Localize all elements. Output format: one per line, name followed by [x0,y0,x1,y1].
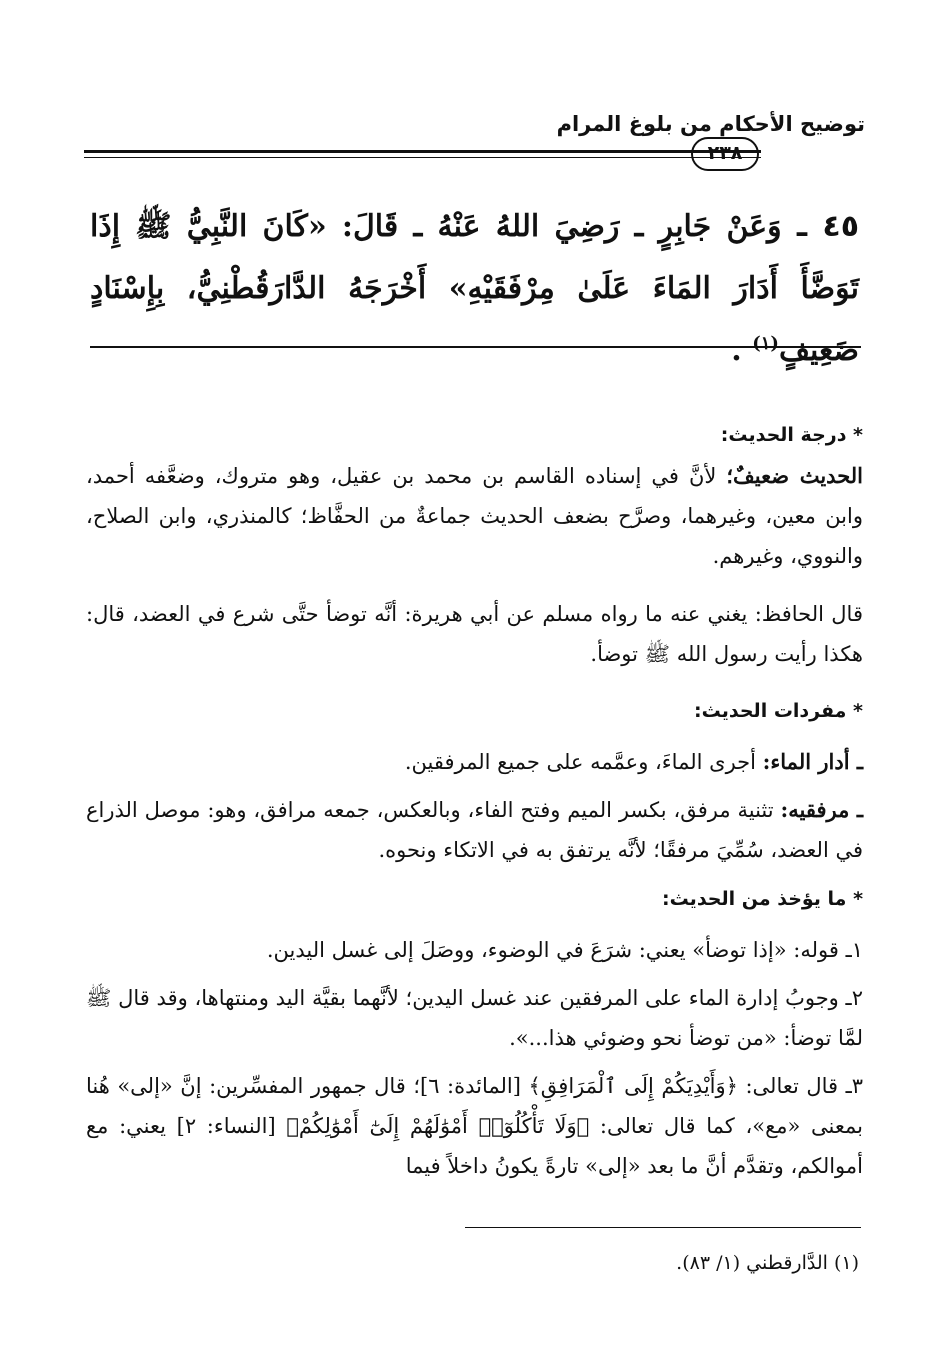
paragraph-lead: ـ أدار الماء: [762,749,863,774]
paragraph [86,930,863,970]
paragraph-lead: ـ مرفقيه: [780,797,863,822]
paragraph-text: أجرى الماءَ، وعمَّمه على جميع المرفقين. [404,750,763,774]
hadith-number: ٤٥ ـ [796,209,860,244]
hadith-divider [90,346,861,348]
paragraph [86,456,863,576]
hadith-end-mark: . [731,333,742,368]
header-rule [84,150,761,153]
footnote: (١) الدَّارقطني (١/ ٨٣). [676,1252,859,1274]
paragraph-text: لأنَّ في إسناده القاسم بن محمد بن عقيل، وهو متروك، وضعَّفه أحمد، وابن معين، وغيرهما، وصرَّح بضعف الحديث جماعةٌ من الحفَّاظ؛ كالمنذري، وابن الصلاح، والنووي، وغيرهم. [86,464,863,568]
hadith-main-text: وَعَنْ جَابِرٍ ـ رَضِيَ اللهُ عَنْهُ ـ قَالَ: «كَانَ النَّبِيُّ ﷺ إِذَا تَوَضَّأَ أَدَارَ المَاءَ عَلَىٰ مِرْفَقَيْهِ» أَخْرَجَهُ الدَّارَقُطْنِيُّ، بِإِسْنَادٍ ضَعِيفٍ [90,209,859,368]
section-heading-vocabulary: * مفردات الحديث: [694,700,863,722]
footnote-rule [465,1227,861,1228]
paragraph-text: تثنية مرفق، بكسر الميم وفتح الفاء، وبالعكس، جمعه مرافق، وهو: موصل الذراع في العضد، سُمِّيَ مرفقًا؛ لأنَّه يرتفق به في الاتكاء ونحوه. [86,798,863,862]
hadith-text [90,196,859,382]
section-heading-lessons: * ما يؤخذ من الحديث: [661,888,863,910]
header-rule [84,150,183,153]
paragraph [86,742,863,782]
paragraph [86,594,863,674]
paragraph-text: ٢ـ وجوبُ إدارة الماء على المرفقين عند غسل اليدين؛ لأنَّهما بقيَّة اليد ومنتهاها، وقد قال ﷺ لمَّا توضأ: «من توضأ نحو وضوئي هذا...». [86,986,863,1050]
paragraph [86,790,863,870]
paragraph-text: ١ـ قوله: «إذا توضأ» يعني: شرَعَ في الوضوء، ووصَلَ إلى غسل اليدين. [266,938,863,962]
paragraph-text: قال الحافظ: يغني عنه ما رواه مسلم عن أبي هريرة: أنَّه توضأ حتَّى شرع في العضد، قال: هكذا رأيت رسول الله ﷺ توضأ. [86,602,863,666]
footnote-reference: (١) [752,333,779,354]
running-title: توضيح الأحكام من بلوغ المرام [556,112,865,136]
header-rule [84,157,183,158]
paragraph [86,1066,863,1186]
header-rule [84,157,761,158]
paragraph-text: ٣ـ قال تعالى: ﴿وَأَيْدِيَكُمْ إِلَى ٱلْمَرَافِقِ﴾ [المائدة: ٦]؛ قال جمهور المفسِّرين: إنَّ «إلى» هُنا بمعنى «مع»، كما قال تعالى: ﴿وَلَا تَأْكُلُوٓا۟ أَمْوَٰلَهُمْ إِلَىٰٓ أَمْوَٰلِكُمْ﴾ [النساء: ٢] يعني: مع أموالكم، وتقدَّم أنَّ ما بعد «إلى» تارةً يكونُ داخلاً فيما [86,1074,863,1178]
paragraph [86,978,863,1058]
section-heading-hadith-grade: * درجة الحديث: [720,424,863,446]
paragraph-lead: الحديث ضعيفٌ؛ [726,463,863,488]
page-number: ٢٣٨ [691,137,759,171]
